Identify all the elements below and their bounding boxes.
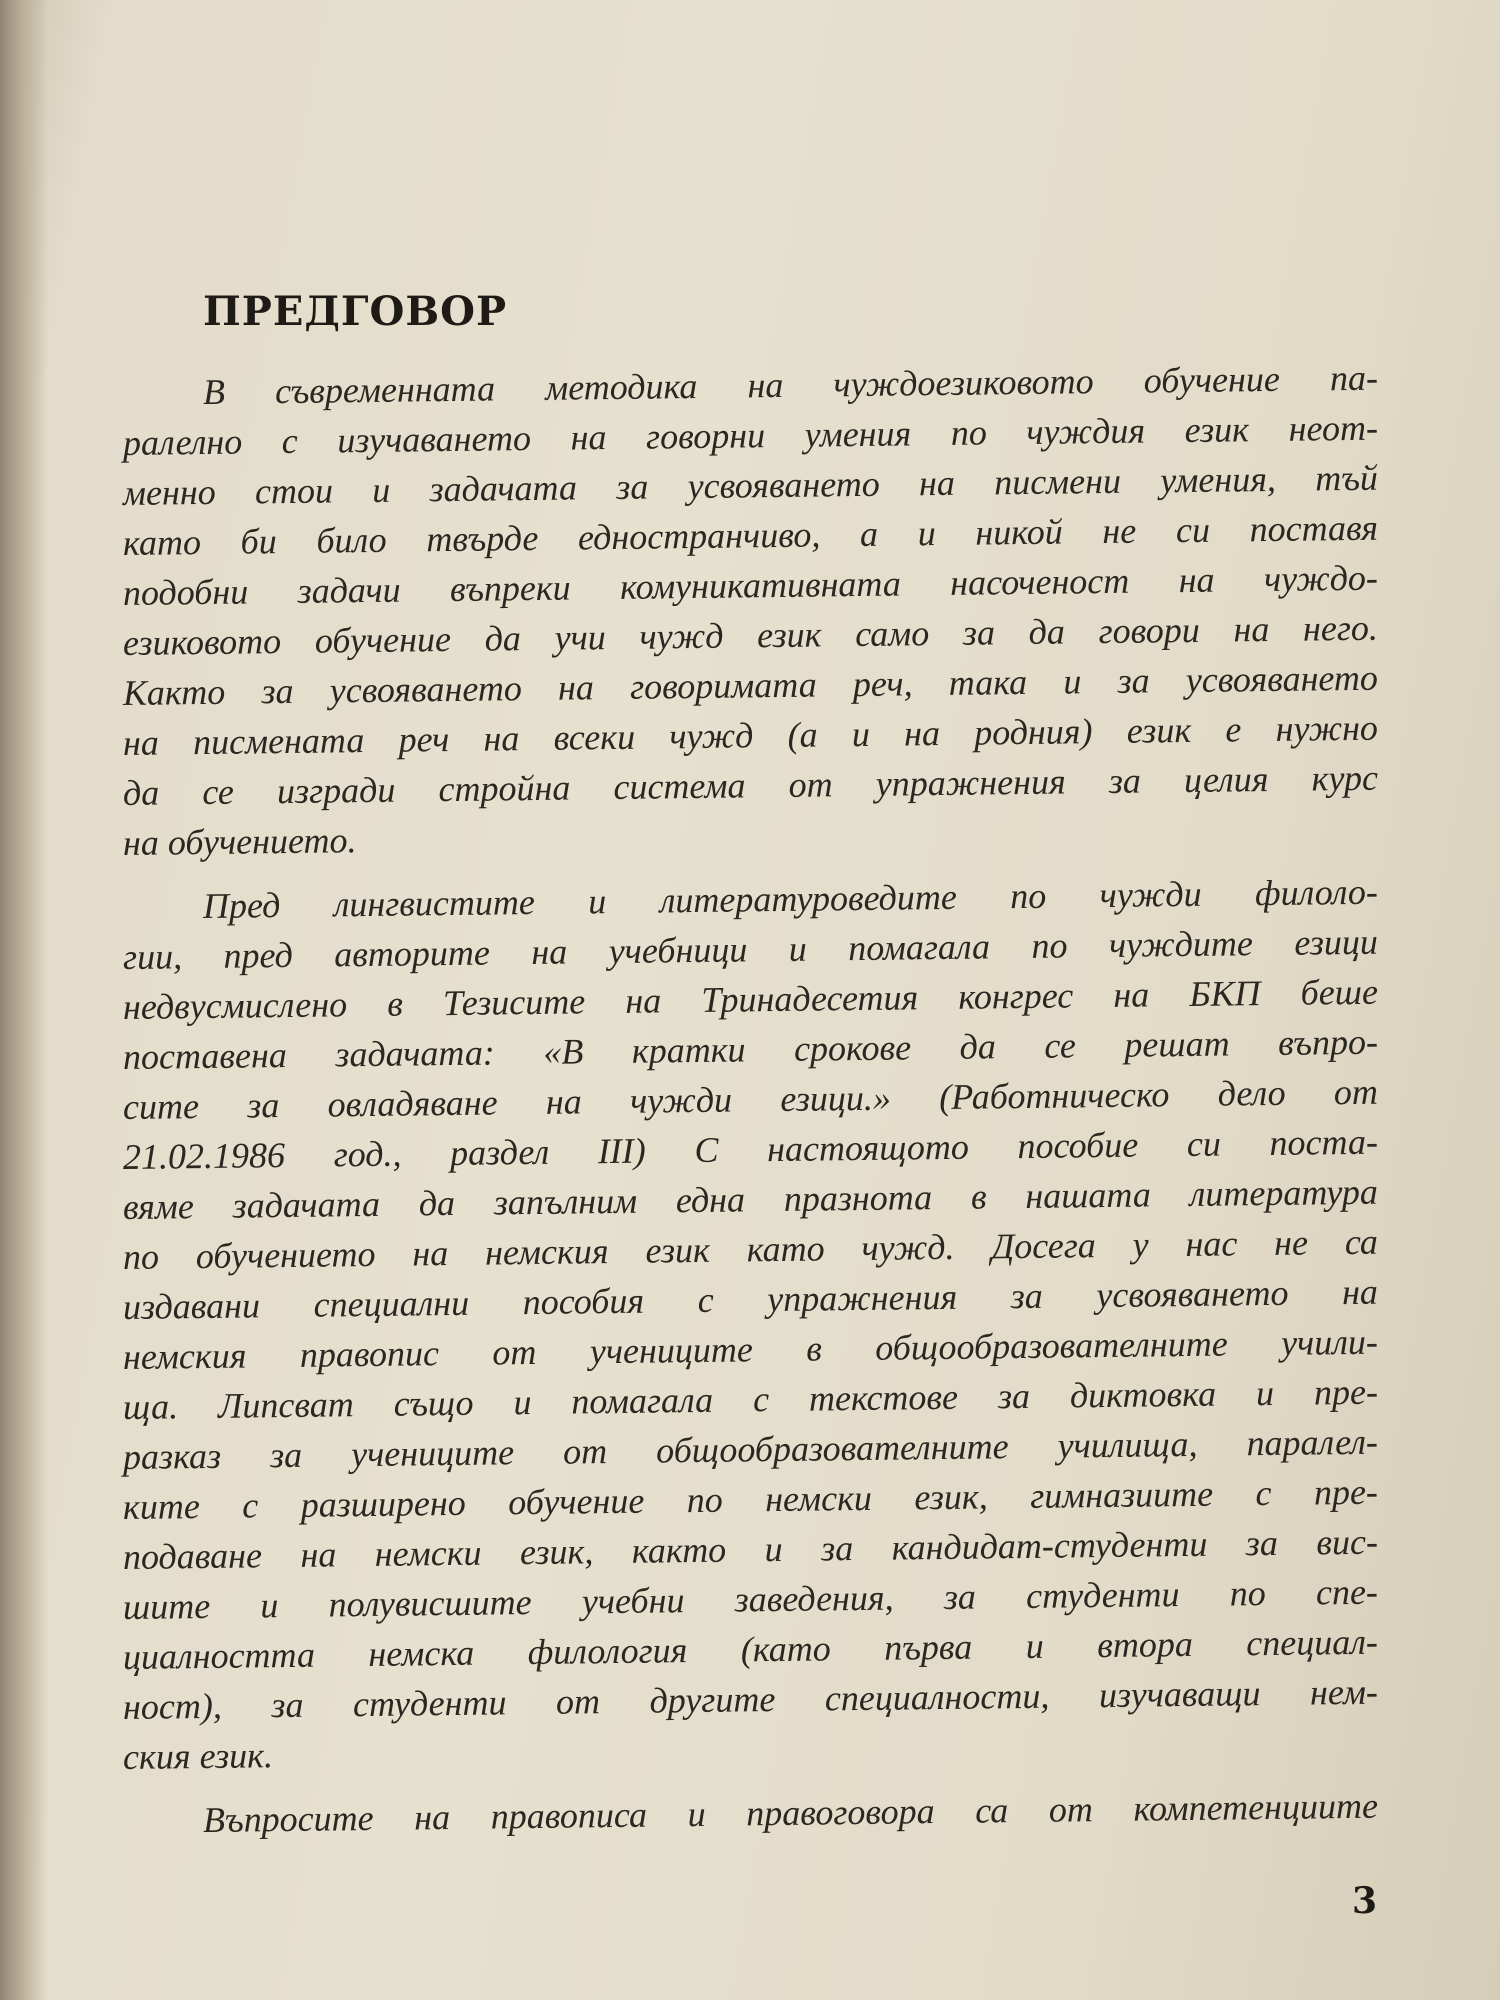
text-line: ралелно с изучаването на говорни умения по чуждия език неот-: [122, 407, 1379, 463]
text-line: издавани специални пособия с упражнения за усвояването на: [122, 1271, 1379, 1327]
text-line: ща. Липсват също и помагала с текстове за диктовка и пре-: [122, 1371, 1379, 1427]
text-line: Както за усвояването на говоримата реч, така и за усвояването: [122, 657, 1379, 713]
text-line: недвусмислено в Тезисите на Тринадесетия конгрес на БКП беше: [122, 971, 1379, 1027]
spine-shadow: [0, 0, 48, 2000]
text-line: като би било твърде едностранчиво, а и никой не си поставя: [122, 507, 1379, 563]
page-title: ПРЕДГОВОР: [203, 288, 508, 335]
text-line: циалността немска филология (като първа и втора специал-: [122, 1621, 1379, 1677]
text-line: Въпросите на правописа и правоговора са от компетенциите: [202, 1785, 1379, 1841]
text-line: гии, пред авторите на учебници и помагала по чуждите езици: [122, 921, 1379, 977]
text-line: подобни задачи въпреки комуникативната насоченост на чуждо-: [122, 557, 1379, 613]
text-line: на писмената реч на всеки чужд (а и на родния) език е нужно: [122, 707, 1379, 763]
page-number: 3: [1352, 1880, 1378, 1922]
text-line: немския правопис от учениците в общообразователните учили-: [122, 1321, 1379, 1377]
text-line: менно стои и задачата за усвояването на писмени умения, тъй: [122, 457, 1379, 513]
text-line: В съвременната методика на чуждоезиковото обучение па-: [202, 357, 1379, 413]
text-line: Пред лингвистите и литературоведите по чужди филоло-: [202, 871, 1379, 927]
text-line: 21.02.1986 год., раздел III) С настоящото пособие си поста-: [122, 1121, 1379, 1177]
text-line: езиковото обучение да учи чужд език само за да говори на него.: [122, 607, 1379, 663]
text-line: ките с разширено обучение по немски език, гимназиите с пре-: [122, 1471, 1379, 1527]
text-line: шите и полувисшите учебни заведения, за студенти по спе-: [122, 1571, 1379, 1627]
text-line: вяме задачата да запълним една празнота в нашата литература: [122, 1171, 1379, 1227]
text-line: да се изгради стройна система от упражнения за целия курс: [122, 757, 1379, 813]
text-line: подаване на немски език, както и за кандидат-студенти за вис-: [122, 1521, 1379, 1577]
text-line: поставена задачата: «В кратки срокове да се решат въпро-: [122, 1021, 1379, 1077]
body-text: [122, 357, 1379, 1846]
text-line: на обучението.: [122, 820, 357, 863]
text-line: ност), за студенти от другите специалности, изучаващи нем-: [122, 1671, 1379, 1727]
text-line: сите за овладяване на чужди езици.» (Работническо дело от: [122, 1071, 1379, 1127]
text-line: по обучението на немския език като чужд. Досега у нас не са: [122, 1221, 1379, 1277]
text-line: разказ за учениците от общообразователните училища, паралел-: [122, 1421, 1379, 1477]
text-line: ския език.: [122, 1735, 274, 1777]
